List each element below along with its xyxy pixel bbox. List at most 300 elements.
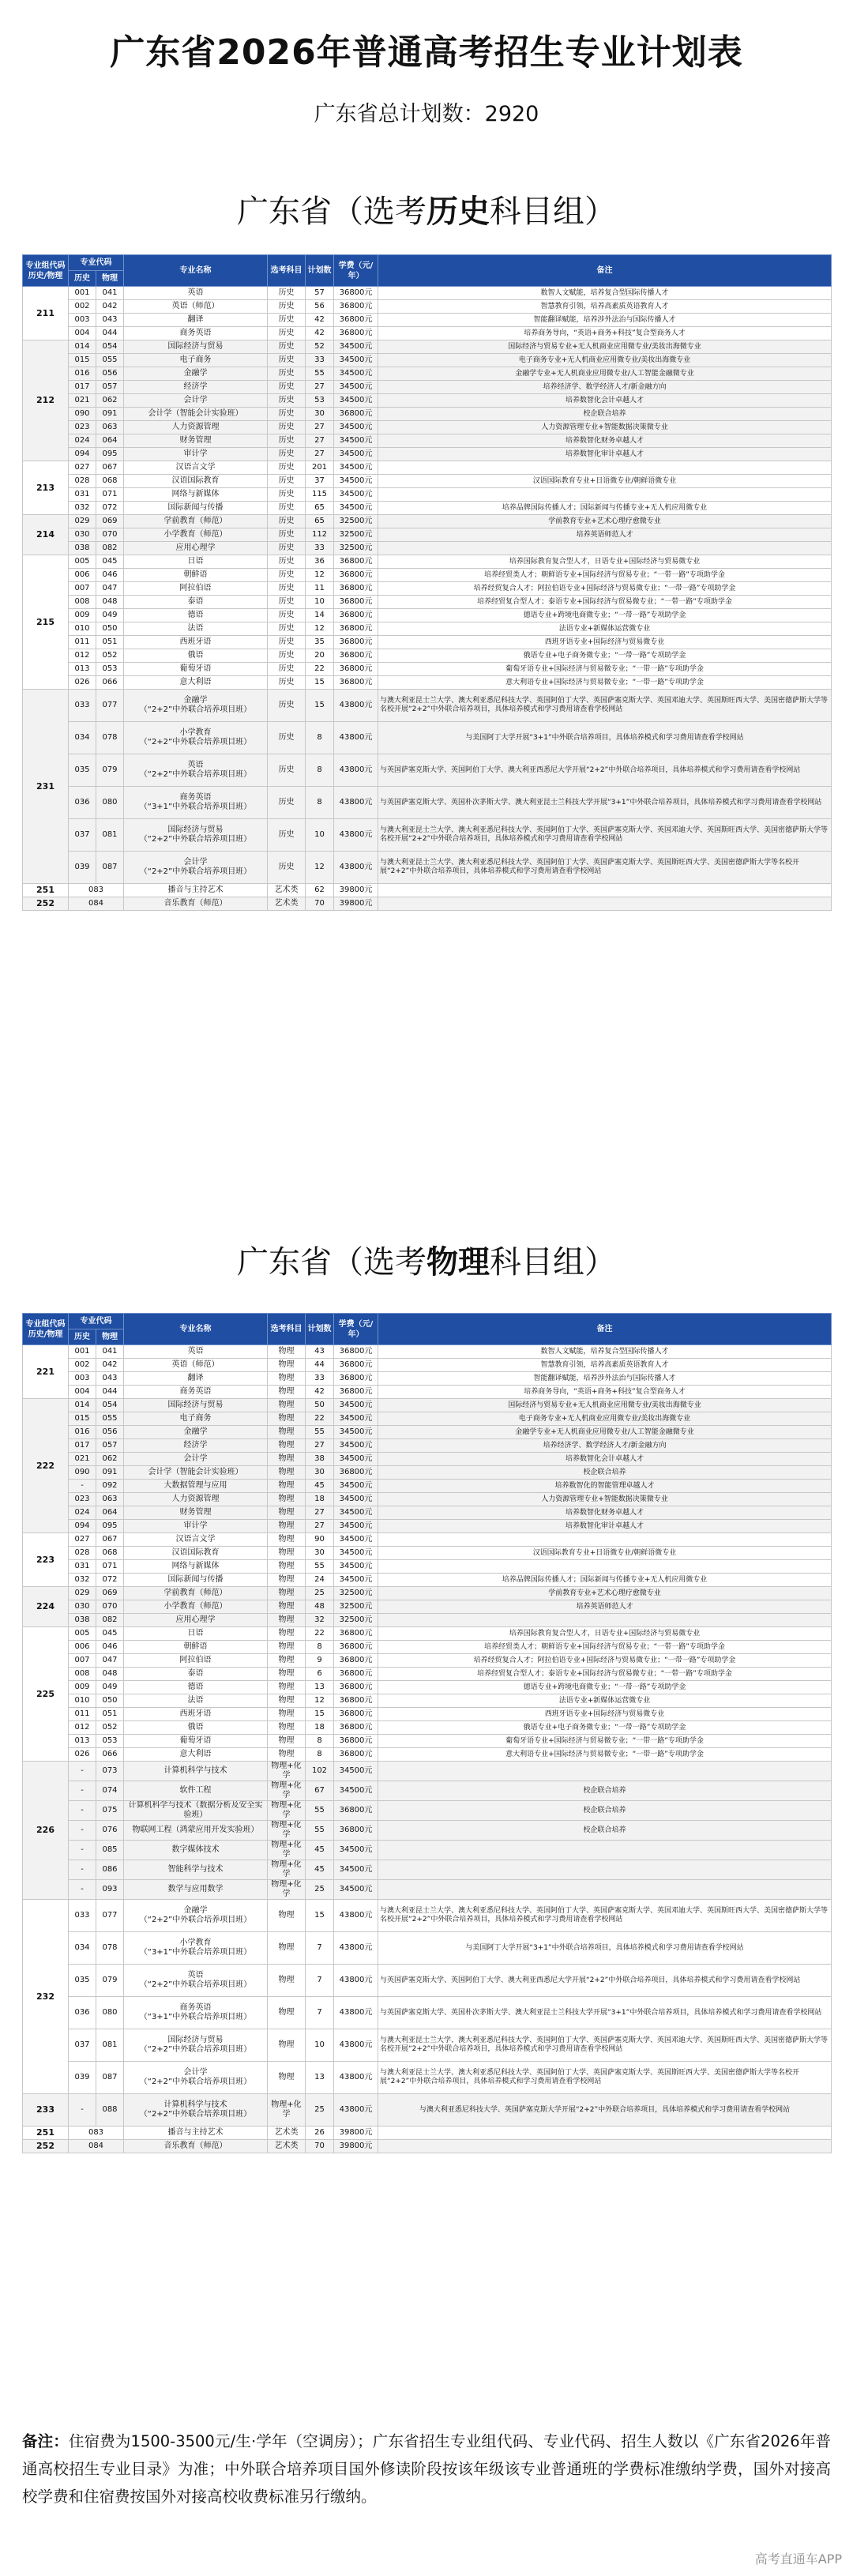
major-name: 小学教育 （“3+1”中外联合培养项目班） bbox=[124, 1932, 268, 1965]
history-code: 004 bbox=[69, 327, 96, 340]
tuition: 34500元 bbox=[334, 367, 378, 381]
major-name: 朝鲜语 bbox=[124, 569, 268, 582]
history-section-title: 广东省（选考历史科目组） bbox=[237, 194, 616, 230]
major-name: 法语 bbox=[124, 622, 268, 636]
table-row bbox=[23, 787, 832, 819]
major-code: 084 bbox=[69, 2140, 124, 2153]
note bbox=[378, 884, 832, 897]
subject: 历史 bbox=[268, 340, 306, 354]
plan-count: 25 bbox=[306, 2094, 334, 2127]
major-name: 德语 bbox=[124, 609, 268, 622]
subject: 历史 bbox=[268, 690, 306, 722]
table-row bbox=[23, 1627, 832, 1641]
major-name: 英语 bbox=[124, 287, 268, 300]
table-row bbox=[23, 1386, 832, 1399]
note: 培养经济学、数学经济人才/新金融方向 bbox=[378, 1439, 832, 1453]
physics-code: 056 bbox=[96, 367, 124, 381]
plan-count: 102 bbox=[306, 1762, 334, 1781]
history-code: 008 bbox=[69, 1668, 96, 1681]
physics-code: 074 bbox=[96, 1781, 124, 1801]
plan-count: 33 bbox=[306, 354, 334, 367]
note: 电子商务专业+无人机商业应用微专业/美妆出海微专业 bbox=[378, 354, 832, 367]
plan-count: 50 bbox=[306, 1399, 334, 1412]
tuition: 32500元 bbox=[334, 1587, 378, 1600]
history-plan-table bbox=[22, 254, 832, 911]
physics-code: 054 bbox=[96, 1399, 124, 1412]
physics-code: 044 bbox=[96, 327, 124, 340]
history-code: 027 bbox=[69, 461, 96, 475]
major-name: 英语 （“2+2”中外联合培养项目班） bbox=[124, 754, 268, 787]
tuition: 43800元 bbox=[334, 1965, 378, 1997]
major-name: 金融学 （“2+2”中外联合培养项目班） bbox=[124, 1900, 268, 1932]
major-name: 会计学（智能会计实验班） bbox=[124, 408, 268, 421]
tuition: 34500元 bbox=[334, 1506, 378, 1520]
plan-count: 56 bbox=[306, 300, 334, 314]
history-code: 034 bbox=[69, 722, 96, 754]
physics-code: 068 bbox=[96, 1547, 124, 1560]
history-code: 011 bbox=[69, 1708, 96, 1721]
history-code: 017 bbox=[69, 1439, 96, 1453]
note: 与英国萨塞克斯大学、英国朴次茅斯大学、澳大利亚昆士兰科技大学开展“3+1”中外联合培养项目，具体培养模式和学习费用请查看学校网站 bbox=[378, 787, 832, 819]
table-row bbox=[23, 819, 832, 852]
tuition: 36800元 bbox=[334, 663, 378, 676]
physics-code: 045 bbox=[96, 1627, 124, 1641]
table-row bbox=[23, 1708, 832, 1721]
subject: 历史 bbox=[268, 408, 306, 421]
physics-code: 095 bbox=[96, 448, 124, 461]
major-name: 国际经济与贸易 bbox=[124, 1399, 268, 1412]
physics-code: 046 bbox=[96, 1641, 124, 1654]
plan-count: 70 bbox=[306, 897, 334, 911]
subject: 物理 bbox=[268, 1372, 306, 1386]
subject: 物理 bbox=[268, 1600, 306, 1614]
major-name: 计算机科学与技术 （“2+2”中外联合培养项目班） bbox=[124, 2094, 268, 2127]
tuition: 32500元 bbox=[334, 542, 378, 555]
tuition: 36800元 bbox=[334, 1801, 378, 1821]
subject: 物理 bbox=[268, 1654, 306, 1668]
plan-count: 13 bbox=[306, 1681, 334, 1694]
tuition: 36800元 bbox=[334, 1654, 378, 1668]
note: 校企联合培养 bbox=[378, 1801, 832, 1821]
plan-count: 8 bbox=[306, 754, 334, 787]
note: 西班牙语专业+国际经济与贸易微专业 bbox=[378, 636, 832, 649]
major-name: 数学与应用数学 bbox=[124, 1880, 268, 1900]
tuition: 43800元 bbox=[334, 1900, 378, 1932]
note bbox=[378, 488, 832, 502]
table-row bbox=[23, 448, 832, 461]
history-code: 015 bbox=[69, 1412, 96, 1426]
history-code: 029 bbox=[69, 515, 96, 528]
subject: 历史 bbox=[268, 448, 306, 461]
physics-code: 044 bbox=[96, 1386, 124, 1399]
subject: 历史 bbox=[268, 622, 306, 636]
table-row bbox=[23, 1439, 832, 1453]
history-code: 033 bbox=[69, 690, 96, 722]
major-name: 英语 bbox=[124, 1345, 268, 1359]
major-name: 法语 bbox=[124, 1694, 268, 1708]
major-name: 会计学（智能会计实验班） bbox=[124, 1466, 268, 1480]
note: 培养英语师范人才 bbox=[378, 528, 832, 542]
tuition: 36800元 bbox=[334, 1345, 378, 1359]
plan-count: 15 bbox=[306, 676, 334, 690]
history-code: 015 bbox=[69, 354, 96, 367]
tuition: 36800元 bbox=[334, 1708, 378, 1721]
note: 校企联合培养 bbox=[378, 1781, 832, 1801]
tuition: 39800元 bbox=[334, 2140, 378, 2153]
major-name: 财务管理 bbox=[124, 434, 268, 448]
subject: 物理 bbox=[268, 1560, 306, 1574]
major-name: 汉语国际教育 bbox=[124, 1547, 268, 1560]
header-tuition: 学费（元/年） bbox=[334, 1314, 378, 1345]
history-code: 038 bbox=[69, 1614, 96, 1627]
subject: 物理 bbox=[268, 1668, 306, 1681]
major-name: 播音与主持艺术 bbox=[124, 2127, 268, 2140]
subject: 历史 bbox=[268, 434, 306, 448]
table-row bbox=[23, 381, 832, 394]
tuition: 43800元 bbox=[334, 2094, 378, 2127]
note: 培养国际教育复合型人才，日语专业+国际经济与贸易微专业 bbox=[378, 555, 832, 569]
table-row bbox=[23, 609, 832, 622]
table-row bbox=[23, 354, 832, 367]
major-name: 审计学 bbox=[124, 448, 268, 461]
physics-code: 081 bbox=[96, 2029, 124, 2062]
subject: 艺术类 bbox=[268, 884, 306, 897]
physics-code: 076 bbox=[96, 1821, 124, 1841]
history-code: 001 bbox=[69, 1345, 96, 1359]
tuition: 43800元 bbox=[334, 690, 378, 722]
note: 培养数智化会计卓越人才 bbox=[378, 1453, 832, 1466]
note: 校企联合培养 bbox=[378, 408, 832, 421]
plan-count: 45 bbox=[306, 1480, 334, 1493]
plan-count: 24 bbox=[306, 1574, 334, 1587]
history-code: 021 bbox=[69, 394, 96, 408]
physics-code: 075 bbox=[96, 1801, 124, 1821]
note: 数智人文赋能，培养复合型国际传播人才 bbox=[378, 1345, 832, 1359]
plan-count: 55 bbox=[306, 1426, 334, 1439]
physics-code: 093 bbox=[96, 1880, 124, 1900]
table-row bbox=[23, 2062, 832, 2094]
note: 培养经济学、数学经济人才/新金融方向 bbox=[378, 381, 832, 394]
subject: 历史 bbox=[268, 502, 306, 515]
plan-count: 7 bbox=[306, 1965, 334, 1997]
history-code: 026 bbox=[69, 676, 96, 690]
physics-code: 072 bbox=[96, 1574, 124, 1587]
plan-count: 18 bbox=[306, 1721, 334, 1735]
history-code: 001 bbox=[69, 287, 96, 300]
table-row bbox=[23, 2094, 832, 2127]
physics-code: 043 bbox=[96, 1372, 124, 1386]
subject: 物理 bbox=[268, 1997, 306, 2029]
note: 培养数智化的智能管理卓越人才 bbox=[378, 1480, 832, 1493]
major-name: 日语 bbox=[124, 555, 268, 569]
note: 培养数智化财务卓越人才 bbox=[378, 1506, 832, 1520]
tuition: 34500元 bbox=[334, 1412, 378, 1426]
table-row bbox=[23, 596, 832, 609]
tuition: 36800元 bbox=[334, 622, 378, 636]
major-name: 应用心理学 bbox=[124, 542, 268, 555]
major-name: 金融学 bbox=[124, 367, 268, 381]
plan-count: 37 bbox=[306, 475, 334, 488]
physics-code: 045 bbox=[96, 555, 124, 569]
table-row bbox=[23, 1681, 832, 1694]
table-row bbox=[23, 582, 832, 596]
table-row bbox=[23, 2029, 832, 2062]
history-code: 023 bbox=[69, 421, 96, 434]
table-row bbox=[23, 1900, 832, 1932]
subject: 物理 bbox=[268, 1574, 306, 1587]
plan-count: 55 bbox=[306, 367, 334, 381]
note bbox=[378, 897, 832, 911]
major-name: 商务英语 （“3+1”中外联合培养项目班） bbox=[124, 1997, 268, 2029]
major-name: 汉语国际教育 bbox=[124, 475, 268, 488]
plan-count: 112 bbox=[306, 528, 334, 542]
table-row bbox=[23, 1359, 832, 1372]
group-code: 252 bbox=[23, 2140, 69, 2153]
major-name: 国际经济与贸易 bbox=[124, 340, 268, 354]
major-name: 翻译 bbox=[124, 1372, 268, 1386]
page-title: 广东省2026年普通高考招生专业计划表 bbox=[110, 32, 743, 73]
header-tuition: 学费（元/年） bbox=[334, 255, 378, 287]
table-row bbox=[23, 622, 832, 636]
note: 金融学专业+无人机商业应用微专业/人工智能金融微专业 bbox=[378, 1426, 832, 1439]
subject: 物理 bbox=[268, 1735, 306, 1748]
plan-count: 9 bbox=[306, 1654, 334, 1668]
subject: 历史 bbox=[268, 314, 306, 327]
history-code: 016 bbox=[69, 367, 96, 381]
table-row bbox=[23, 1668, 832, 1681]
plan-count: 11 bbox=[306, 582, 334, 596]
plan-count: 70 bbox=[306, 2140, 334, 2153]
physics-code: 078 bbox=[96, 722, 124, 754]
table-row bbox=[23, 475, 832, 488]
table-header-row bbox=[23, 255, 832, 271]
plan-count: 30 bbox=[306, 408, 334, 421]
major-name: 阿拉伯语 bbox=[124, 1654, 268, 1668]
subject: 物理 bbox=[268, 1386, 306, 1399]
major-name: 商务英语 （“3+1”中外联合培养项目班） bbox=[124, 787, 268, 819]
physics-code: 066 bbox=[96, 676, 124, 690]
plan-count: 36 bbox=[306, 555, 334, 569]
subject: 历史 bbox=[268, 609, 306, 622]
tuition: 32500元 bbox=[334, 1614, 378, 1627]
plan-count: 18 bbox=[306, 1493, 334, 1506]
tuition: 36800元 bbox=[334, 1668, 378, 1681]
table-row bbox=[23, 722, 832, 754]
table-row bbox=[23, 434, 832, 448]
physics-code: 091 bbox=[96, 408, 124, 421]
table-row bbox=[23, 1520, 832, 1533]
subject: 历史 bbox=[268, 542, 306, 555]
major-name: 朝鲜语 bbox=[124, 1641, 268, 1654]
header-major-code: 专业代码 bbox=[69, 1314, 124, 1329]
group-code: 221 bbox=[23, 1345, 69, 1399]
physics-code: 046 bbox=[96, 569, 124, 582]
tuition: 36800元 bbox=[334, 314, 378, 327]
plan-count: 55 bbox=[306, 1560, 334, 1574]
subject: 历史 bbox=[268, 461, 306, 475]
major-name: 国际经济与贸易 （“2+2”中外联合培养项目班） bbox=[124, 819, 268, 852]
history-code: - bbox=[69, 1801, 96, 1821]
header-group-code: 专业组代码 历史/物理 bbox=[23, 1314, 69, 1345]
tuition: 34500元 bbox=[334, 488, 378, 502]
plan-count: 115 bbox=[306, 488, 334, 502]
plan-count: 10 bbox=[306, 2029, 334, 2062]
note bbox=[378, 1860, 832, 1880]
physics-code: 055 bbox=[96, 1412, 124, 1426]
major-name: 学前教育（师范） bbox=[124, 515, 268, 528]
plan-count: 42 bbox=[306, 314, 334, 327]
table-row bbox=[23, 461, 832, 475]
table-row bbox=[23, 636, 832, 649]
plan-count: 15 bbox=[306, 690, 334, 722]
major-name: 计算机科学与技术 bbox=[124, 1762, 268, 1781]
note: 学前教育专业+艺术心理疗愈微专业 bbox=[378, 515, 832, 528]
plan-count: 67 bbox=[306, 1781, 334, 1801]
major-name: 国际经济与贸易 （“2+2”中外联合培养项目班） bbox=[124, 2029, 268, 2062]
plan-count: 42 bbox=[306, 1386, 334, 1399]
note: 德语专业+跨境电商微专业；“一带一路”专项助学金 bbox=[378, 609, 832, 622]
tuition: 34500元 bbox=[334, 1426, 378, 1439]
header-plan-count: 计划数 bbox=[306, 255, 334, 287]
history-code: 034 bbox=[69, 1932, 96, 1965]
physics-code: 079 bbox=[96, 1965, 124, 1997]
subject: 物理 bbox=[268, 1694, 306, 1708]
group-code: 232 bbox=[23, 1900, 69, 2094]
table-row bbox=[23, 2140, 832, 2153]
note: 培养品牌国际传播人才；国际新闻与传播专业+无人机应用微专业 bbox=[378, 1574, 832, 1587]
table-row bbox=[23, 1762, 832, 1781]
history-code: 094 bbox=[69, 448, 96, 461]
major-name: 国际新闻与传播 bbox=[124, 1574, 268, 1587]
physics-code: 063 bbox=[96, 421, 124, 434]
history-code: 006 bbox=[69, 1641, 96, 1654]
plan-count: 55 bbox=[306, 1821, 334, 1841]
table-row bbox=[23, 327, 832, 340]
note: 培养品牌国际传播人才；国际新闻与传播专业+无人机应用微专业 bbox=[378, 502, 832, 515]
subject: 物理 bbox=[268, 1627, 306, 1641]
note: 俄语专业+电子商务微专业；“一带一路”专项助学金 bbox=[378, 1721, 832, 1735]
subject: 历史 bbox=[268, 582, 306, 596]
major-name: 会计学 （“2+2”中外联合培养项目班） bbox=[124, 852, 268, 884]
history-code: 090 bbox=[69, 1466, 96, 1480]
tuition: 36800元 bbox=[334, 1372, 378, 1386]
tuition: 34500元 bbox=[334, 1493, 378, 1506]
header-group-code: 专业组代码 历史/物理 bbox=[23, 255, 69, 287]
major-name: 应用心理学 bbox=[124, 1614, 268, 1627]
tuition: 34500元 bbox=[334, 1762, 378, 1781]
tuition: 34500元 bbox=[334, 1480, 378, 1493]
history-code: - bbox=[69, 2094, 96, 2127]
table-row bbox=[23, 300, 832, 314]
table-row bbox=[23, 1560, 832, 1574]
subject: 历史 bbox=[268, 515, 306, 528]
table-row bbox=[23, 1412, 832, 1426]
major-name: 商务英语 bbox=[124, 327, 268, 340]
note: 西班牙语专业+国际经济与贸易微专业 bbox=[378, 1708, 832, 1721]
physics-plan-table bbox=[22, 1313, 832, 2153]
physics-code: 041 bbox=[96, 287, 124, 300]
table-row bbox=[23, 515, 832, 528]
subject: 物理 bbox=[268, 1748, 306, 1762]
major-name: 会计学 bbox=[124, 394, 268, 408]
note: 培养数智化审计卓越人才 bbox=[378, 448, 832, 461]
major-name: 葡萄牙语 bbox=[124, 663, 268, 676]
history-code: 004 bbox=[69, 1386, 96, 1399]
major-name: 小学教育（师范） bbox=[124, 528, 268, 542]
tuition: 34500元 bbox=[334, 1880, 378, 1900]
tuition: 36800元 bbox=[334, 1681, 378, 1694]
physics-code: 081 bbox=[96, 819, 124, 852]
physics-code: 091 bbox=[96, 1466, 124, 1480]
header-plan-count: 计划数 bbox=[306, 1314, 334, 1345]
group-code: 223 bbox=[23, 1533, 69, 1587]
major-name: 播音与主持艺术 bbox=[124, 884, 268, 897]
physics-code: 071 bbox=[96, 488, 124, 502]
subject: 物理 bbox=[268, 1900, 306, 1932]
table-row bbox=[23, 1932, 832, 1965]
table-row bbox=[23, 1860, 832, 1880]
physics-code: 077 bbox=[96, 690, 124, 722]
history-code: 008 bbox=[69, 596, 96, 609]
physics-code: 069 bbox=[96, 1587, 124, 1600]
tuition: 36800元 bbox=[334, 596, 378, 609]
history-code: 035 bbox=[69, 1965, 96, 1997]
tuition: 36800元 bbox=[334, 1721, 378, 1735]
plan-count: 8 bbox=[306, 722, 334, 754]
physics-code: 078 bbox=[96, 1932, 124, 1965]
table-row bbox=[23, 502, 832, 515]
plan-count: 27 bbox=[306, 1520, 334, 1533]
subject: 历史 bbox=[268, 394, 306, 408]
note bbox=[378, 1560, 832, 1574]
major-name: 学前教育（师范） bbox=[124, 1587, 268, 1600]
tuition: 43800元 bbox=[334, 1997, 378, 2029]
tuition: 36800元 bbox=[334, 1466, 378, 1480]
physics-code: 080 bbox=[96, 787, 124, 819]
tuition: 34500元 bbox=[334, 1860, 378, 1880]
major-name: 俄语 bbox=[124, 649, 268, 663]
plan-count: 27 bbox=[306, 421, 334, 434]
tuition: 34500元 bbox=[334, 394, 378, 408]
group-code: 215 bbox=[23, 555, 69, 690]
physics-code: 048 bbox=[96, 596, 124, 609]
subject: 物理 bbox=[268, 1345, 306, 1359]
tuition: 34500元 bbox=[334, 502, 378, 515]
major-name: 金融学 bbox=[124, 1426, 268, 1439]
subject: 物理 bbox=[268, 1399, 306, 1412]
subject: 物理 bbox=[268, 1932, 306, 1965]
table-row bbox=[23, 690, 832, 722]
major-name: 音乐教育（师范） bbox=[124, 897, 268, 911]
major-name: 音乐教育（师范） bbox=[124, 2140, 268, 2153]
physics-code: 057 bbox=[96, 1439, 124, 1453]
physics-code: 048 bbox=[96, 1668, 124, 1681]
major-name: 软件工程 bbox=[124, 1781, 268, 1801]
subject: 物理 bbox=[268, 1426, 306, 1439]
major-name: 翻译 bbox=[124, 314, 268, 327]
major-code: 084 bbox=[69, 897, 124, 911]
major-name: 西班牙语 bbox=[124, 636, 268, 649]
history-code: - bbox=[69, 1762, 96, 1781]
major-name: 汉语言文学 bbox=[124, 461, 268, 475]
note: 与澳大利亚昆士兰大学、澳大利亚悉尼科技大学、英国阿伯丁大学、英国萨塞克斯大学、英国邓迪大学、英国斯旺西大学、美国密德萨斯大学等名校开展“2+2”中外联合培养项目，具体培养模式和学习费用请查看学校网站 bbox=[378, 690, 832, 722]
plan-count: 26 bbox=[306, 2127, 334, 2140]
subject: 历史 bbox=[268, 722, 306, 754]
subject: 历史 bbox=[268, 475, 306, 488]
plan-count: 25 bbox=[306, 1880, 334, 1900]
table-row bbox=[23, 1466, 832, 1480]
subject: 物理 bbox=[268, 1506, 306, 1520]
